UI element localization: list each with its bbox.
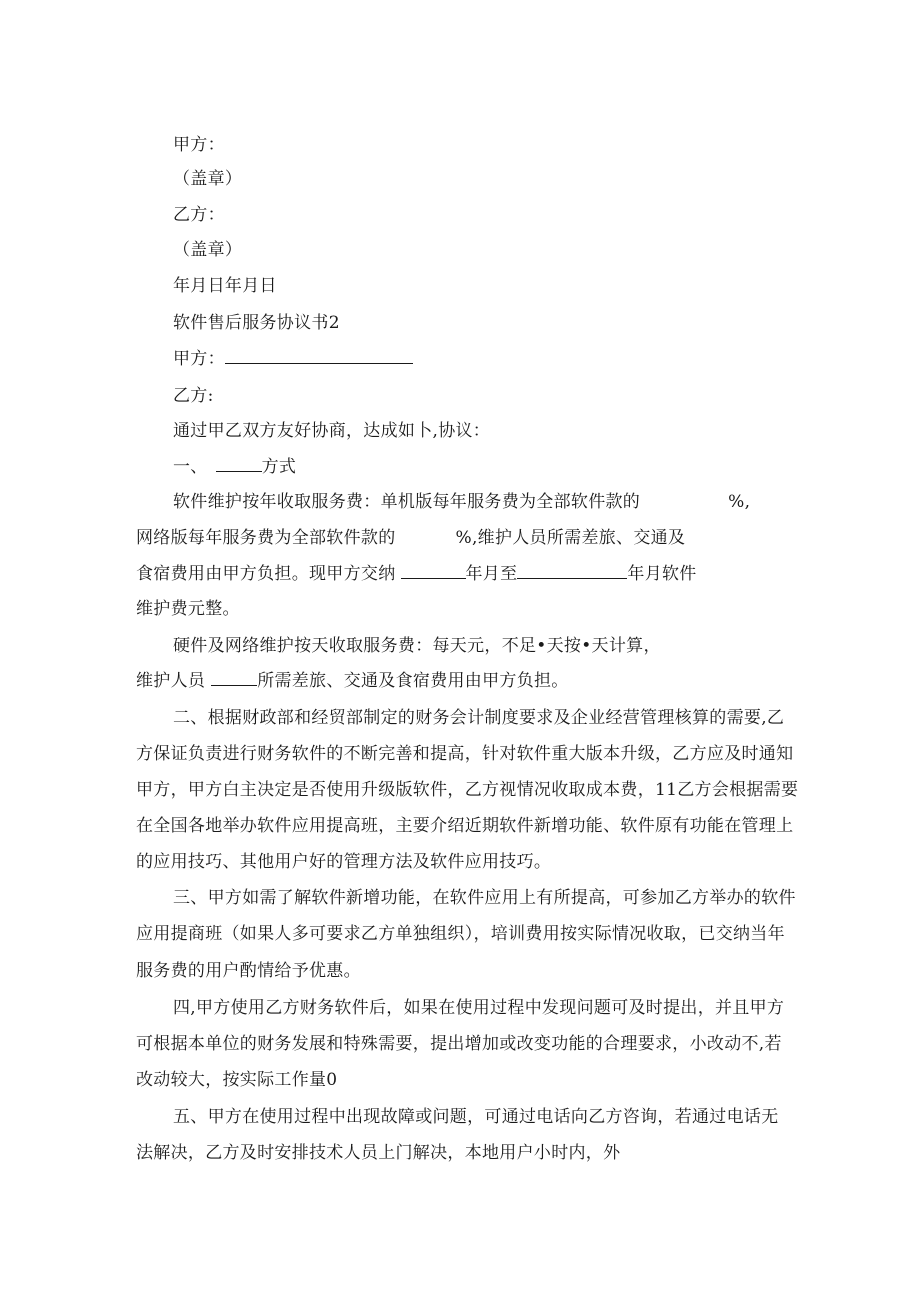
annual-fee-line-2 — [136, 523, 685, 548]
section-3-line-3: 服务费的用户酌情给予优惠。 — [136, 961, 361, 981]
payment-blank-1 — [401, 563, 466, 579]
intro-line: 通过甲乙双方友好协商，达成如卜,协议： — [173, 421, 491, 441]
network-fee-rest: %,维护人员所需差旅、交通及 — [455, 528, 686, 548]
payment-from: 年月至 — [465, 564, 518, 584]
party-b-field: 乙方: — [173, 386, 214, 406]
payment-text: 食宿费用由甲方负担。现甲方交纳 — [136, 564, 396, 584]
party-a-blank — [225, 348, 413, 364]
annual-fee-line-4: 维护费元整。 — [136, 599, 240, 619]
daily-fee-line-1: 硬件及网络维护按天收取服务费：每天元，不足•天按•天计算， — [173, 636, 661, 656]
annual-fee-text: 软件维护按年收取服务费：单机版每年服务费为全部软件款的 — [173, 492, 641, 512]
staff-blank — [211, 670, 257, 686]
party-a-label: 甲方： — [173, 135, 225, 155]
payment-to: 年月软件 — [627, 564, 697, 584]
party-a-field — [173, 344, 413, 369]
section-4-line-2: 可根据本单位的财务发展和特殊需要，提出增加或改变功能的合理要求，小改动不,若 — [136, 1034, 782, 1054]
section-5-line-2: 法解决，乙方及时安排技术人员上门解决，本地用户小时内，外 — [136, 1143, 621, 1163]
section-1-heading — [173, 452, 296, 477]
network-fee-text: 网络版每年服务费为全部软件款的 — [136, 528, 396, 548]
party-a-field-label: 甲方： — [173, 349, 225, 369]
section-2-line-5: 的应用技巧、其他用户好的管理方法及软件应用技巧。 — [136, 852, 552, 872]
staff-text: 维护人员 — [136, 671, 206, 691]
annual-fee-percent: %, — [728, 492, 751, 512]
annual-fee-line-3 — [136, 559, 697, 584]
section-2-line-1: 二、根据财政部和经贸部制定的财务会计制度要求及企业经营管理核算的需要,乙 — [173, 708, 785, 728]
section-4-line-3: 改动较大，按实际工作量0 — [136, 1070, 338, 1090]
section-4-line-1: 四,甲方使用乙方财务软件后，如果在使用过程中发现问题可及时提出，并且甲方 — [173, 998, 785, 1018]
section-3-line-2: 应用提商班（如果人多可要求乙方单独组织），培训费用按实际情况收取，已交纳当年 — [136, 924, 785, 944]
section-1-number: 一、 — [173, 457, 208, 477]
section-2-line-4: 在全国各地举办软件应用提高班，主要介绍近期软件新增功能、软件原有功能在管理上 — [136, 816, 794, 836]
section-3-line-1: 三、甲方如需了解软件新增功能，在软件应用上有所提高，可参加乙方举办的软件 — [173, 888, 796, 908]
payment-blank-2 — [517, 563, 627, 579]
section-2-line-2: 方保证负责进行财务软件的不断完善和提高，针对软件重大版本升级，乙方应及时通知 — [136, 744, 794, 764]
seal-b: （盖章） — [173, 240, 243, 260]
section-2-line-3: 甲方，甲方白主决定是否使用升级版软件，乙方视情况收取成本费，11乙方会根据需要 — [136, 780, 799, 800]
agreement-title: 软件售后服务协议书2 — [173, 313, 340, 333]
section-1-blank — [216, 456, 262, 472]
seal-a: （盖章） — [173, 169, 243, 189]
daily-fee-line-2 — [136, 666, 569, 691]
section-5-line-1: 五、甲方在使用过程中出现故障或问题，可通过电话向乙方咨询，若通过电话无 — [173, 1107, 779, 1127]
section-1-title: 方式 — [261, 457, 297, 477]
annual-fee-line-1 — [173, 487, 750, 512]
date-line: 年月日年月日 — [173, 276, 277, 296]
staff-expense-text: 所需差旅、交通及食宿费用由甲方负担。 — [257, 671, 569, 691]
party-b-label: 乙方： — [173, 205, 225, 225]
